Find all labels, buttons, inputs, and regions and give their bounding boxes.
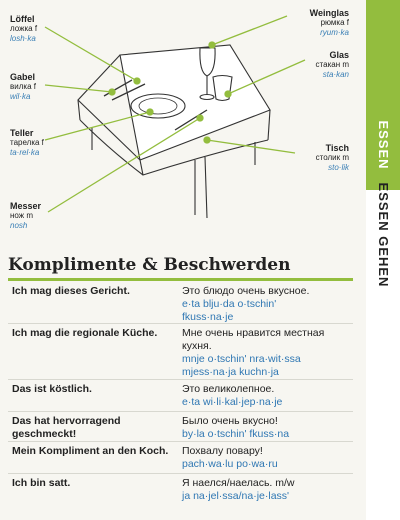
phrase-table <box>8 282 353 506</box>
heading-rule <box>8 278 353 281</box>
phrase-pronunciation: mnje o·tschin' nra·wit·ssa <box>182 353 301 365</box>
label-gabel-pron: wil·ka <box>10 92 31 101</box>
label-weinglas-word: Weinglas <box>309 8 349 18</box>
phrase-russian: Я наелся/наелась. m/w <box>182 477 295 489</box>
phrase-russian: Мне очень нравится местная кухня. <box>182 327 325 352</box>
phrase-row <box>8 412 353 442</box>
phrase-german: Ich bin satt. <box>12 477 71 489</box>
label-messer-ru: нож m <box>10 211 34 220</box>
phrase-german: Mein Kompliment an den Koch. <box>12 445 169 457</box>
label-loeffel-word: Löffel <box>10 14 35 24</box>
phrase-row <box>8 380 353 412</box>
tab-essen-gehen-label: ESSEN GEHEN <box>376 182 391 288</box>
label-glas <box>295 50 349 80</box>
phrase-german: Das ist köstlich. <box>12 383 92 395</box>
phrase-russian: Было очень вкусно! <box>182 415 278 427</box>
phrase-pronunciation-cont: mjess·na·ja kuchn·ja <box>182 366 279 378</box>
label-loeffel-ru: ложка f <box>10 24 38 33</box>
label-tisch-pron: sto·lik <box>328 163 349 172</box>
phrase-german: Ich mag die regionale Küche. <box>12 327 158 339</box>
phrase-pronunciation-cont: fkuss·na·je <box>182 311 234 323</box>
phrase-pronunciation: e·ta blju·da o·tschin' <box>182 298 277 310</box>
section-heading: Komplimente & Beschwerden <box>8 255 291 275</box>
phrase-row <box>8 282 353 324</box>
tablecloth-drawing <box>78 45 270 218</box>
tab-essen-label: ESSEN <box>376 120 391 170</box>
label-messer <box>10 201 41 231</box>
label-weinglas <box>287 8 349 38</box>
label-tisch <box>295 143 349 173</box>
label-tisch-ru: столик m <box>315 153 349 162</box>
label-gabel-ru: вилка f <box>10 82 36 91</box>
label-loeffel-pron: losh·ka <box>10 34 36 43</box>
phrase-pronunciation: e·ta wi·li·kal·jep·na·je <box>182 396 283 408</box>
label-tisch-word: Tisch <box>325 143 349 153</box>
phrase-german: Ich mag dieses Gericht. <box>12 285 130 297</box>
phrase-russian: Это блюдо очень вкусное. <box>182 285 310 297</box>
label-messer-pron: nosh <box>10 221 28 230</box>
label-glas-ru: стакан m <box>315 60 349 69</box>
label-glas-word: Glas <box>329 50 349 60</box>
label-glas-pron: sta·kan <box>322 70 349 79</box>
label-loeffel <box>10 14 37 44</box>
label-gabel <box>10 72 36 102</box>
label-teller-pron: ta·rel·ka <box>10 148 40 157</box>
phrase-row <box>8 474 353 506</box>
phrase-row <box>8 324 353 380</box>
label-weinglas-ru: рюмка f <box>320 18 349 27</box>
phrase-german: Das hat hervorragend geschmeckt! <box>12 415 121 440</box>
label-teller-ru: тарелка f <box>10 138 44 147</box>
label-gabel-word: Gabel <box>10 72 36 82</box>
label-teller <box>10 128 44 158</box>
phrase-row <box>8 442 353 474</box>
phrase-pronunciation: pach·wa·lu po·wa·ru <box>182 458 278 470</box>
phrase-pronunciation: by·la o·tschin' fkuss·na <box>182 428 290 440</box>
phrase-pronunciation: ja na·jel·ssa/na·je·lass' <box>182 490 290 502</box>
label-weinglas-pron: ryum·ka <box>320 28 349 37</box>
label-teller-word: Teller <box>10 128 34 138</box>
phrase-russian: Это великолепное. <box>182 383 275 395</box>
phrase-russian: Похвалу повару! <box>182 445 263 457</box>
label-messer-word: Messer <box>10 201 42 211</box>
